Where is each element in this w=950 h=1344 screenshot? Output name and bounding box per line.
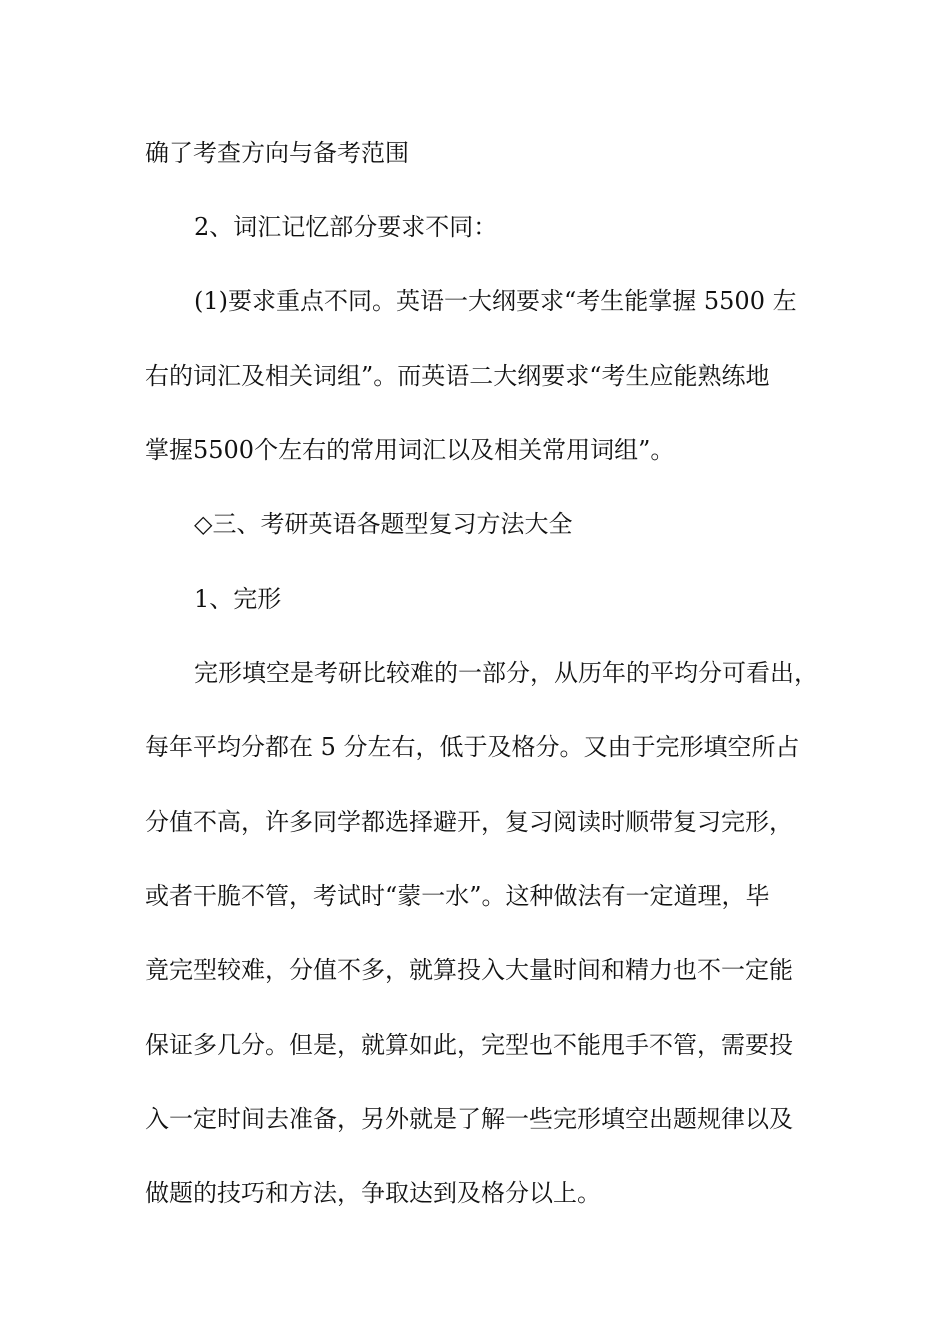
text-line: 做题的技巧和方法，争取达到及格分以上。 [145,1179,601,1207]
text-line: 竟完型较难，分值不多，就算投入大量时间和精力也不一定能 [145,956,793,984]
text-line: 入一定时间去准备，另外就是了解一些完形填空出题规律以及 [145,1105,793,1133]
text-line: (1)要求重点不同。英语一大纲要求“考生能掌握 5500 左 [194,287,797,315]
section-heading: ◇三、考研英语各题型复习方法大全 [194,510,573,538]
text-line: 确了考查方向与备考范围 [145,139,409,167]
text-line: 或者干脆不管，考试时“蒙一水”。这种做法有一定道理，毕 [145,882,770,910]
subsection-heading: 1、完形 [194,585,282,613]
text-line: 掌握5500个左右的常用词汇以及相关常用词组”。 [145,436,675,464]
text-line: 每年平均分都在 5 分左右，低于及格分。又由于完形填空所占 [145,733,800,761]
text-line: 2、词汇记忆部分要求不同： [194,213,498,241]
text-line: 右的词汇及相关词组”。而英语二大纲要求“考生应能熟练地 [145,362,770,390]
text-line: 保证多几分。但是，就算如此，完型也不能甩手不管，需要投 [145,1031,793,1059]
text-line: 完形填空是考研比较难的一部分，从历年的平均分可看出， [194,659,818,687]
text-line: 分值不高，许多同学都选择避开，复习阅读时顺带复习完形， [145,808,793,836]
